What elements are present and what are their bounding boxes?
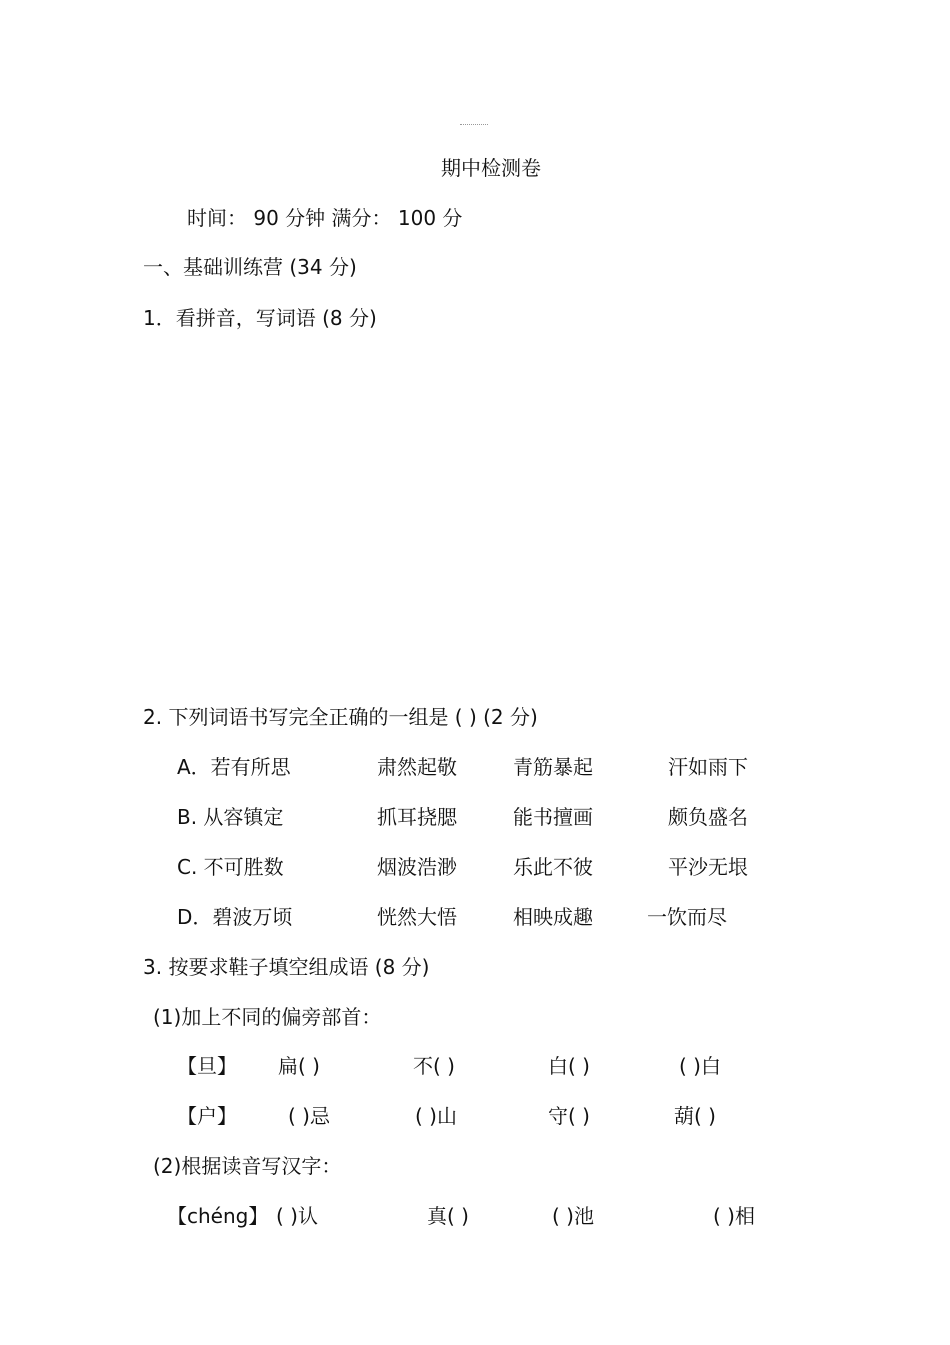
option-c-word: 平沙无垠 (668, 855, 748, 879)
row-key: 【旦】 (177, 1054, 237, 1078)
option-a-label: A．若有所思 (177, 755, 291, 779)
section-heading: 一、基础训练营 (34 分) (143, 255, 357, 279)
fill-blank-item: ( )白 (679, 1054, 721, 1078)
option-b-word: 颇负盛名 (668, 805, 748, 829)
part-2-label: (2)根据读音写汉字： (153, 1154, 342, 1178)
option-c-word: 乐此不彼 (513, 855, 593, 879)
option-b-label: B. 从容镇定 (177, 805, 284, 829)
fill-blank-item: 葫( ) (674, 1104, 716, 1128)
fill-blank-item: 白( ) (548, 1054, 590, 1078)
exam-meta: 时间： 90 分钟 满分： 100 分 (187, 206, 463, 230)
fill-blank-item: ( )相 (713, 1204, 755, 1228)
option-a-word: 青筋暴起 (513, 755, 593, 779)
page-title: 期中检测卷 (441, 156, 541, 180)
part-1-label: (1)加上不同的偏旁部首： (153, 1005, 382, 1029)
option-d-label: D．碧波万顷 (177, 905, 293, 929)
fill-blank-item: ( )池 (552, 1204, 594, 1228)
fill-blank-item: 真( ) (427, 1204, 469, 1228)
question-1-label: 1．看拼音，写词语 (8 分) (143, 306, 377, 330)
option-a-word: 汗如雨下 (668, 755, 748, 779)
fill-blank-item: 不( ) (413, 1054, 455, 1078)
fill-blank-item: 守( ) (548, 1104, 590, 1128)
row-key: 【chéng】 (167, 1204, 269, 1228)
fill-blank-item: ( )认 (276, 1204, 318, 1228)
option-d-word: 恍然大悟 (377, 905, 457, 929)
question-2-stem: 2. 下列词语书写完全正确的一组是 ( ) (2 分) (143, 705, 538, 729)
option-c-word: 烟波浩渺 (377, 855, 457, 879)
question-3-stem: 3. 按要求鞋子填空组成语 (8 分) (143, 955, 430, 979)
row-key: 【户】 (177, 1104, 237, 1128)
option-b-word: 抓耳挠腮 (377, 805, 457, 829)
option-d-word: 一饮而尽 (647, 905, 727, 929)
option-c-label: C. 不可胜数 (177, 855, 284, 879)
option-b-word: 能书擅画 (513, 805, 593, 829)
option-a-word: 肃然起敬 (377, 755, 457, 779)
fill-blank-item: ( )忌 (288, 1104, 330, 1128)
fill-blank-item: 扁( ) (278, 1054, 320, 1078)
header-mark (460, 124, 488, 125)
fill-blank-item: ( )山 (415, 1104, 457, 1128)
option-d-word: 相映成趣 (513, 905, 593, 929)
